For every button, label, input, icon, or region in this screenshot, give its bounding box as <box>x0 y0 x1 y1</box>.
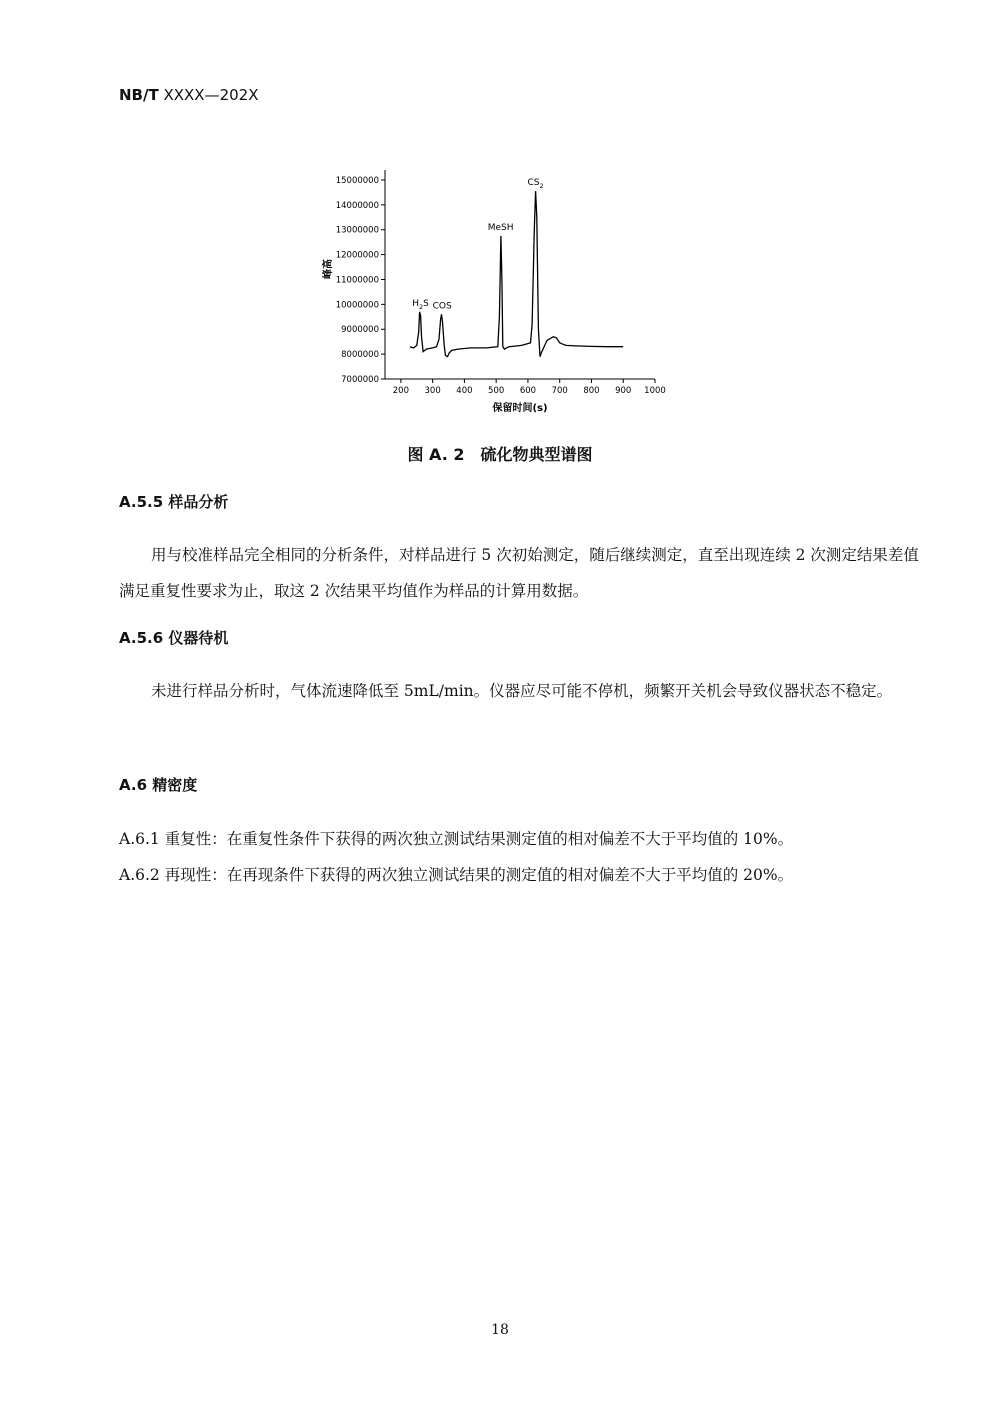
x-tick-label: 200 <box>392 386 409 396</box>
y-tick-label: 13000000 <box>335 225 379 236</box>
peak-label: $H_2S$ <box>412 298 429 311</box>
x-tick-label: 600 <box>519 386 537 396</box>
peak-label: MeSH <box>487 222 514 233</box>
precision-item-repeatability: A.6.1 重复性：在重复性条件下获得的两次独立测试结果测定值的相对偏差不大于平均值的 10%。 <box>119 830 794 848</box>
figure-caption: 图 A. 2 硫化物典型谱图 <box>407 445 593 464</box>
y-tick-label: 7000000 <box>341 375 379 385</box>
y-tick-label: 12000000 <box>335 250 379 261</box>
paragraph-a55-text: 用与校准样品完全相同的分析条件，对样品进行 5 次初始测定，随后继续测定，直至出现连续 2 次测定结果差值满足重复性要求为止，取这 2 次结果平均值作为样品的计算用数据。 <box>119 546 919 600</box>
x-tick-label: 400 <box>456 386 473 396</box>
x-tick-label: 700 <box>551 386 568 396</box>
series-line <box>410 191 623 357</box>
paragraph-a56 <box>119 673 919 709</box>
y-tick-label: 9000000 <box>341 325 379 336</box>
x-tick-label: 1000 <box>644 386 666 396</box>
standard-prefix: NB/T <box>119 86 159 104</box>
section-heading-a56: A.5.6 仪器待机 <box>119 629 229 647</box>
peak-label: COS <box>432 301 452 312</box>
standard-number: XXXX—202X <box>158 86 259 104</box>
y-axis-label: 峰高 <box>323 259 334 279</box>
y-tick-label: 15000000 <box>335 175 379 186</box>
y-tick-label: 14000000 <box>335 200 379 211</box>
paragraph-a55 <box>119 537 919 609</box>
paragraph-a56-text: 未进行样品分析时，气体流速降低至 5mL/min。仪器应尽可能不停机，频繁开关机会导致仪器状态不稳定。 <box>151 682 893 700</box>
x-tick-label: 800 <box>583 386 600 396</box>
chart-axes <box>385 170 655 379</box>
x-axis-label: 保留时间(s) <box>492 403 548 414</box>
document-code <box>119 86 258 104</box>
x-tick-label: 300 <box>424 386 441 396</box>
page-number: 18 <box>491 1322 509 1338</box>
precision-item-reproducibility: A.6.2 再现性：在再现条件下获得的两次独立测试结果的测定值的相对偏差不大于平均值的 20%。 <box>119 866 794 884</box>
y-tick-label: 11000000 <box>335 275 379 286</box>
peak-label: $CS_2$ <box>527 178 544 191</box>
x-tick-label: 900 <box>615 386 632 396</box>
y-tick-label: 8000000 <box>341 350 379 361</box>
x-tick-label: 500 <box>488 386 505 396</box>
section-heading-a6: A.6 精密度 <box>119 776 198 794</box>
section-heading-a55: A.5.5 样品分析 <box>119 493 229 511</box>
y-tick-label: 10000000 <box>335 300 379 311</box>
chart-series <box>410 191 623 357</box>
chromatogram-chart <box>300 150 670 420</box>
chart-annotations <box>412 178 543 311</box>
